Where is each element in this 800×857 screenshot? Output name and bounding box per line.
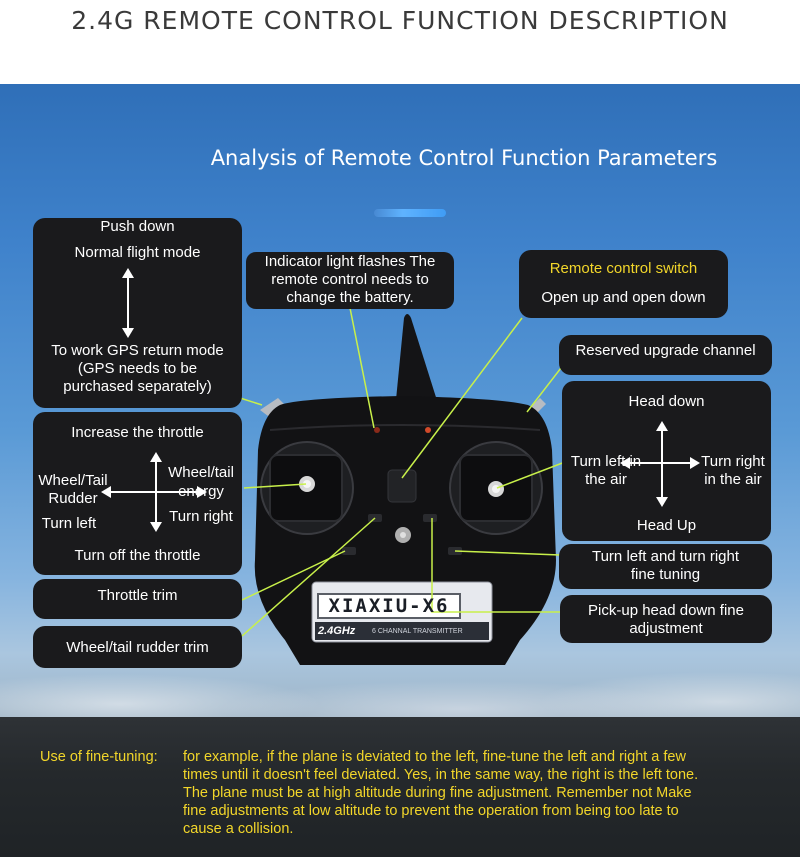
- throttle-trim-box: Throttle trim: [33, 579, 242, 619]
- left-stick-box: Increase the throttle Wheel/Tail Rudder Turn left Wheel/tail energy Turn right Turn off the throttle: [33, 412, 242, 575]
- arrow-down-icon: [122, 328, 134, 338]
- antenna: [395, 314, 440, 410]
- fine-tuning-lr-box: Turn left and turn right fine tuning: [559, 544, 772, 589]
- page-title: 2.4G REMOTE CONTROL FUNCTION DESCRIPTION: [71, 6, 729, 35]
- arrow-down-icon: [656, 497, 668, 507]
- gps-mode-box: Push down Normal flight mode To work GPS return mode (GPS needs to be purchased separately): [33, 218, 242, 408]
- note-label: Use of fine-tuning:: [40, 749, 158, 765]
- note-body: for example, if the plane is deviated to the left, fine-tune the left and right a few times until it doesn't feel deviated. Yes, in the same way, the right is the left tone. The plane must be at high altitude during fine adjustment. Remember not Make fine adjustments at low altitude to prevent the operation from being too late to cause a collision.: [183, 749, 699, 837]
- fine-tuning-note: [0, 748, 800, 848]
- frequency-label: 2.4GHz: [318, 625, 356, 637]
- indicator-box: Indicator light flashes The remote control needs to change the battery.: [246, 252, 454, 309]
- right-stick-box: Head down Turn left in the air Turn right in the air Head Up: [562, 381, 771, 541]
- power-switch-graphic: [388, 470, 416, 502]
- brand-label: XIAXIU-X6: [328, 595, 450, 617]
- channel-label: 6 CHANNAL TRANSMITTER: [372, 628, 463, 635]
- section-subtitle: Analysis of Remote Control Function Parameters: [210, 146, 718, 170]
- power-switch-box: Remote control switch Open up and open down: [519, 250, 728, 318]
- pitch-trim-box: Pick-up head down fine adjustment: [560, 595, 772, 643]
- rudder-trim-box: Wheel/tail rudder trim: [33, 626, 242, 668]
- reserved-channel-box: Reserved upgrade channel: [559, 335, 772, 375]
- indicator-led: [374, 427, 380, 433]
